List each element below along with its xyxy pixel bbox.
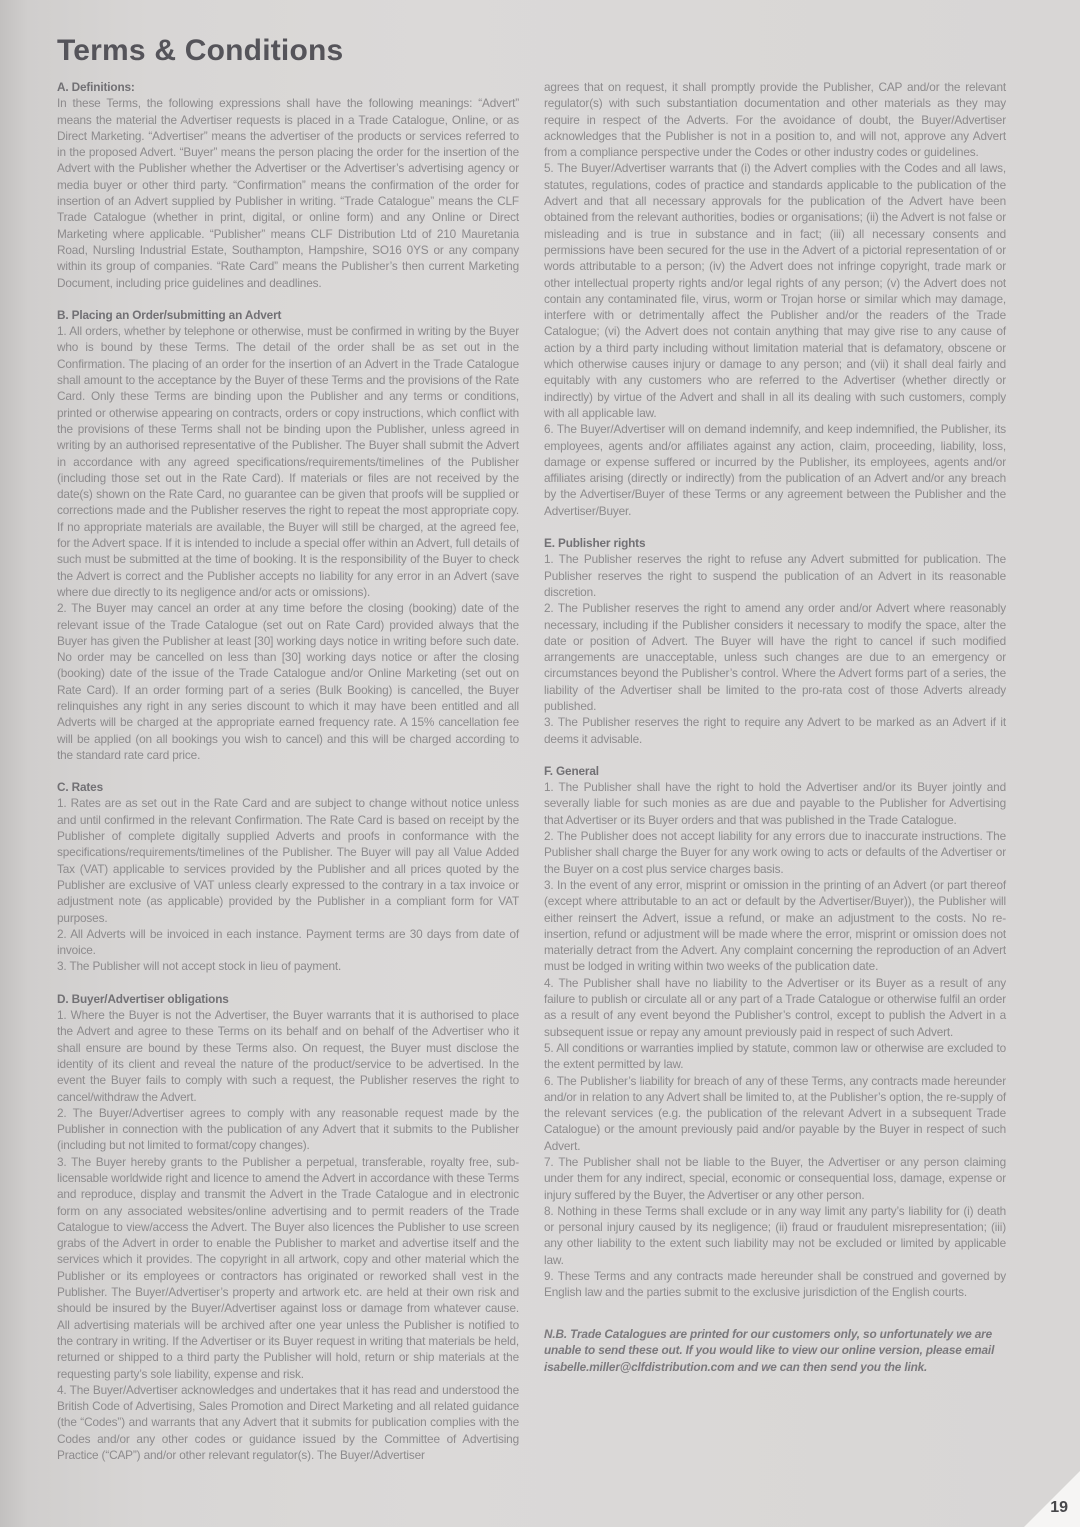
paragraph: 9. These Terms and any contracts made hereunder shall be construed and governed by English law and the parties submit to the exclusive jurisdiction of the English courts. [544,1269,1006,1300]
paragraph: 1. The Publisher shall have the right to hold the Advertiser and/or its Buyer jointly and severally liable for such monies as are due and payable to the Publisher for Advertising that Advertiser or its Buyer orders and that was published in the Trade Catalogue. [544,780,1006,827]
paragraph: 2. The Buyer may cancel an order at any time before the closing (booking) date of the relevant issue of the Trade Catalogue (set out on Rate Card) provided always that the Buyer has given the Publisher at least [30] working days notice in writing before such date. No order may be cancelled on less than [30] working days notice or after the closing (booking) date of the issue of the Trade Catalogue and/or Online Marketing (set out on Rate Card). If an order forming part of a series (Bulk Booking) is cancelled, the Buyer relinquishes any right in any series discount to which it may have been entitled and all Adverts will be charged at the appropriate earned frequency rate. A 15% cancellation fee will be applied (on all bookings you wish to cancel) and this will be charged according to the standard rate card price. [57,601,519,762]
paragraph: 8. Nothing in these Terms shall exclude or in any way limit any party’s liability for (i) death or personal injury caused by its negligence; (ii) fraud or fraudulent misrepresentation; (iii) any other liability to the extent such liability may not be excluded or limited by applicable law. [544,1203,1006,1267]
left-column [57,79,519,1463]
heading-definitions: A. Definitions: [57,80,135,94]
heading-publisher-rights: E. Publisher rights [544,536,646,551]
paragraph: 2. The Publisher reserves the right to amend any order and/or Advert where reasonably necessary, including if the Publisher considers it necessary to modify the space, alter the date or position of Advert. The Buyer will have the right to cancel if such modified arrangements are unacceptable, unless such changes are due to an emergency or circumstances beyond the Publisher’s control. Where the Advert forms part of a series, the liability of the Advertiser shall be limited to the pro-rata cost of those Adverts already published. [544,601,1006,713]
paragraph: 4. The Publisher shall have no liability to the Advertiser or its Buyer as a result of any failure to publish or circulate all or any part of a Trade Catalogue or otherwise fulfil an order as a result of any event beyond the Publisher’s control, except to publish the Advert in a subsequent issue or repay any amount previously paid in respect of such Advert. [544,975,1006,1039]
paragraph: 1. All orders, whether by telephone or otherwise, must be confirmed in writing by the Buyer who is bound by these Terms. The detail of the order shall be as set out in the Confirmation. The placing of an order for the insertion of an Advert in the Trade Catalogue shall amount to the acceptance by the Buyer of these Terms and the provisions of the Rate Card. Only these Terms are binding upon the Publisher and any terms or conditions, printed or otherwise appearing on contracts, orders or copy instructions, which conflict with the provisions of these Terms shall not be binding upon the Publisher, unless agreed in writing by an authorised representative of the Publisher. The Buyer shall submit the Advert in accordance with any agreed specifications/requirements/timelines of the Publisher (including those set out in the Rate Card). If materials or files are not received by the date(s) shown on the Rate Card, no guarantee can be given that proofs will be supplied or corrections made and the Publisher reserves the right to repeat the most appropriate copy. If no appropriate materials are available, the Buyer will still be charged, at the agreed fee, for the Advert space. If it is intended to include a special offer within an Advert, full details of such must be submitted at the time of booking. It is the responsibility of the Buyer to check the Advert is correct and the Publisher accepts no liability for any error in an Advert (save where due directly to its negligence and/or acts or omissions). [57,324,519,599]
page-title: Terms & Conditions [57,34,344,67]
paragraph: 1. The Publisher reserves the right to refuse any Advert submitted for publication. The Publisher reserves the right to suspend the publication of an Advert in its reasonable discretion. [544,552,1006,599]
heading-general: F. General [544,763,599,778]
paragraph: 7. The Publisher shall not be liable to the Buyer, the Advertiser or any person claiming under them for any indirect, special, economic or consequential loss, damage, expense or injury suffered by the Buyer, the Advertiser or any other person. [544,1155,1006,1202]
paragraph: 2. All Adverts will be invoiced in each instance. Payment terms are 30 days from date of invoice. [57,926,519,958]
paragraph: 6. The Publisher’s liability for breach of any of these Terms, any contracts made hereunder and/or in relation to any Advert shall be limited to, at the Publisher’s option, the re-supply of the relevant services (e.g. the publication of the relevant Advert in a subsequent Trade Catalogue) or the amount previously paid and/or payable by the Buyer in respect of such Advert. [544,1073,1006,1153]
paragraph: 5. The Buyer/Advertiser warrants that (i) the Advert complies with the Codes and all laws, statutes, regulations, codes of practice and standards applicable to the publication of the Advert and that all necessary approvals for the publication of the Advert have been obtained from the relevant authorities, bodies or organisations; (ii) the Advert is not false or misleading and is true in substance and in fact; (iii) all necessary consents and permissions have been secured for the use in the Advert of a pictorial representation of or words attributable to a person; (iv) the Advert does not infringe copyright, trade mark or other intellectual property rights and/or legal rights of any person; (v) the Advert does not contain any contaminated file, virus, worm or Trojan horse or similar which may damage, interfere with or detrimentally affect the Publisher and/or the readers of the Trade Catalogue; (vi) the Advert does not contain anything that may give rise to any cause of action by a third party including without limitation material that is defamatory, obscene or which otherwise causes injury or damage to any person; and (vii) it shall deal fairly and equitably with any customers who are referred to the Advertiser (whether directly or indirectly) by virtue of the Advert and shall in all its dealing with such customers, comply with all applicable law. [544,161,1006,420]
paragraph: 3. The Publisher reserves the right to require any Advert to be marked as an Advert if it deems it advisable. [544,715,1006,746]
page-number: 19 [1050,1499,1068,1516]
paragraph: 5. All conditions or warranties implied by statute, common law or otherwise are excluded to the extent permitted by law. [544,1040,1006,1072]
two-column-body [57,79,1007,1463]
heading-rates: C. Rates [57,780,104,795]
nb-note: N.B. Trade Catalogues are printed for our customers only, so unfortunately we are unable to send these out. If you would like to view our online version, please email isabelle.miller@clfdistribution.com and we can then send you the link. [544,1326,995,1375]
document-page [57,36,1007,1527]
paragraph: 1. Rates are as set out in the Rate Card and are subject to change without notice unless and until confirmed in the relevant Confirmation. The Rate Card is based on receipt by the Publisher of complete digitally supplied Adverts and proofs in conformance with the specifications/requirements/timelines of the Publisher. The Buyer will pay all Value Added Tax (VAT) applicable to services provided by the Publisher and all prices quoted by the Publisher are exclusive of VAT unless clearly expressed to the contrary in a tax invoice or adjustment note (as applicable) provided by the Publisher in a compliant form for VAT purposes. [57,796,519,925]
paragraph: 6. The Buyer/Advertiser will on demand indemnify, and keep indemnified, the Publisher, its employees, agents and/or affiliates against any action, claim, proceeding, liability, loss, damage or expense suffered or incurred by the Publisher, its employees, agents and/or affiliates arising (directly or indirectly) from the publication of an Advert and/or any breach by the Advertiser/Buyer of these Terms or any agreement between the Publisher and the Advertiser/Buyer. [544,422,1006,518]
paragraph: 1. Where the Buyer is not the Advertiser, the Buyer warrants that it is authorised to place the Advert and agree to these Terms on its behalf and on behalf of the Advertiser who it shall ensure are bound by these Terms also. On request, the Buyer must disclose the identity of its client and reveal the nature of the product/service to be advertised. In the event the Buyer fails to comply with such a request, the Publisher reserves the right to cancel/withdraw the Advert. [57,1008,519,1104]
heading-buyer-advertiser-obligations: D. Buyer/Advertiser obligations [57,991,229,1006]
paragraph: 2. The Publisher does not accept liability for any errors due to inaccurate instructions. The Publisher shall charge the Buyer for any work owing to acts or defaults of the Advertiser or the Buyer on a cost plus service charges basis. [544,829,1006,876]
paragraph: 3. The Buyer hereby grants to the Publisher a perpetual, transferable, royalty free, sub-licensable worldwide right and licence to amend the Advert in accordance with these Terms and reproduce, display and transmit the Advert in the Trade Catalogue and in electronic form on any associated websites/online advertising and to permit readers of the Trade Catalogue to view/access the Advert. The Buyer also licences the Publisher to use screen grabs of the Advert in order to enable the Publisher to market and advertise itself and the services which it provides. The copyright in all artwork, copy and other material which the Publisher or its employees or contractors has originated or reworked shall vest in the Publisher. The Buyer/Advertiser’s property and artwork etc. are held at their own risk and should be insured by the Buyer/Advertiser against loss or damage from whatever cause. All advertising materials will be archived after one year unless the Publisher is notified to the contrary in writing. If the Advertiser or its Buyer request in writing that materials be held, returned or shipped to a third party the Publisher will hold, return or ship materials at the requesting party’s sole liability, expense and risk. [57,1154,519,1381]
paragraph: 3. The Publisher will not accept stock in lieu of payment. [57,959,342,974]
paragraph: In these Terms, the following expressions shall have the following meanings: “Advert” means the material the Advertiser requests is placed in a Trade Catalogue, Online, or as Direct Marketing. “Advertiser” means the advertiser of the products or services referred to in the proposed Advert. “Buyer” means the person placing the order for the insertion of the Advert with the Publisher whether the Advertiser or the Advertiser’s advertising agency or media buyer or other third party. “Confirmation” means the confirmation of the order for insertion of an Advert supplied by Publisher in writing. “Trade Catalogue” means the CLF Trade Catalogue (whether in print, digital, or online form) and any Online or Direct Marketing where applicable. “Publisher” means CLF Distribution Ltd of 210 Mauretania Road, Nursling Industrial Estate, Southampton, Hampshire, SO16 0YS or any company within its group of companies. “Rate Card” means the Publisher’s then current Marketing Document, including price guidelines and deadlines. [57,96,519,290]
paragraph: 3. In the event of any error, misprint or omission in the printing of an Advert (or part thereof (except where attributable to an act or default by the Advertiser/Buyer)), the Publisher will either reinsert the Advert, issue a refund, or make an adjustment to the costs. No re-insertion, refund or adjustment will be made where the error, misprint or omission does not materially detract from the Advert. Any complaint concerning the reproduction of an Advert must be lodged in writing within two weeks of the publication date. [544,877,1006,974]
paragraph: agrees that on request, it shall promptly provide the Publisher, CAP and/or the relevant regulator(s) with such substantiation documentation and other materials as they may require in respect of the Adverts. For the avoidance of doubt, the Buyer/Advertiser acknowledges that the Publisher is not in a position to, and will not, approve any Advert from a compliance perspective under the Codes or other industry codes or guidelines. [544,80,1006,160]
paragraph: 2. The Buyer/Advertiser agrees to comply with any reasonable request made by the Publisher in connection with the publication of any Advert that it submits to the Publisher (including but not limited to format/copy changes). [57,1105,519,1153]
heading-placing-order: B. Placing an Order/submitting an Advert [57,307,282,322]
paragraph: 4. The Buyer/Advertiser acknowledges and undertakes that it has read and understood the British Code of Advertising, Sales Promotion and Direct Marketing and all related guidance (the “Codes”) and warrants that any Advert that it submits for publication complies with the Codes and/or any other codes or guidance issued by the Committee of Advertising Practice (“CAP”) and/or other relevant regulator(s). The Buyer/Advertiser [57,1382,519,1463]
right-column [544,79,1006,1463]
